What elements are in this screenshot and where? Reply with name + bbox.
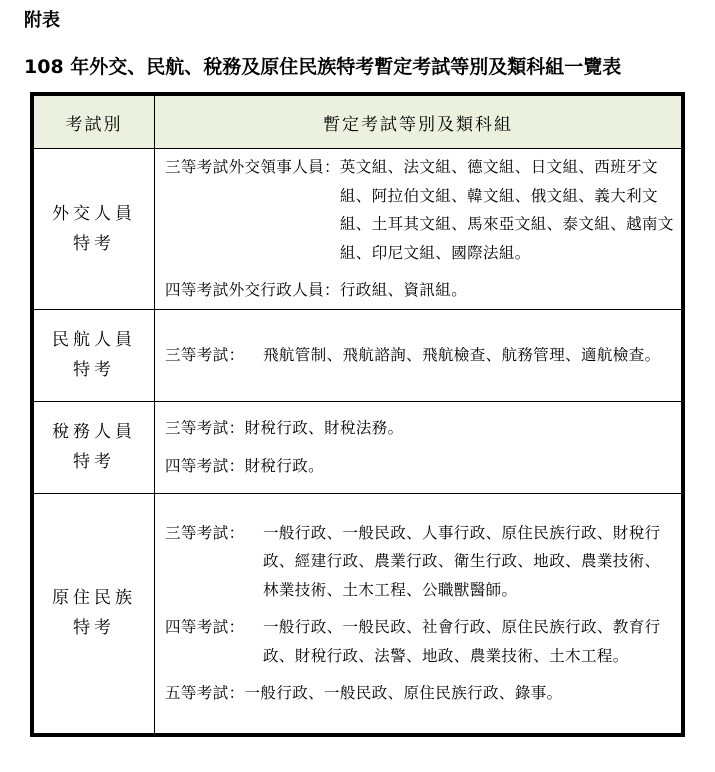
exam-entry [165, 613, 675, 670]
exam-entry [165, 679, 675, 708]
exam-subjects: 一般行政、一般民政、社會行政、原住民族行政、教育行政、財稅行政、法警、地政、農業技術、土木工程。 [263, 618, 661, 665]
category-cell [34, 149, 155, 310]
exam-entry [165, 519, 675, 605]
exam-entry [165, 414, 675, 443]
category-line: 原住民族 [52, 588, 136, 609]
detail-cell [155, 149, 682, 310]
exam-subjects: 財稅行政。 [244, 456, 325, 475]
category-line: 特考 [73, 233, 115, 254]
exam-level-label: 四等考試： [165, 456, 245, 475]
exam-level-label: 三等考試： [165, 345, 245, 364]
detail-cell [155, 401, 682, 493]
exam-entry [165, 153, 675, 267]
category-line: 外交人員 [52, 203, 136, 224]
table-row [34, 149, 682, 310]
category-cell [34, 493, 155, 734]
detail-cell [155, 309, 682, 401]
exam-table-frame [30, 92, 685, 737]
exam-subjects: 財稅行政、財稅法務。 [244, 419, 404, 437]
table-header-row [34, 96, 682, 149]
exam-level-label: 五等考試： [165, 684, 245, 703]
exam-level-label: 三等考試： [165, 523, 245, 542]
category-line: 特考 [73, 618, 115, 639]
category-line: 特考 [73, 360, 115, 380]
exam-level-label: 四等考試外交行政人員： [165, 281, 340, 299]
category-line: 民航人員 [52, 330, 136, 350]
exam-entry [165, 452, 675, 481]
category-line: 稅務人員 [52, 422, 136, 442]
detail-cell [155, 493, 682, 734]
table-row [34, 309, 682, 401]
document-title: 108 年外交、民航、稅務及原住民族特考暫定考試等別及類科組一覽表 [24, 56, 622, 78]
category-cell [34, 401, 155, 493]
table-row [34, 493, 682, 734]
category-cell [34, 309, 155, 401]
exam-level-label: 三等考試： [165, 419, 245, 437]
exam-subjects: 一般行政、一般民政、原住民族行政、錄事。 [244, 684, 563, 703]
exam-subjects: 行政組、資訊組。 [339, 281, 468, 299]
appendix-label: 附表 [24, 10, 60, 31]
header-exam-levels: 暫定考試等別及類科組 [155, 96, 682, 149]
exam-subjects: 飛航管制、飛航諮詢、飛航檢查、航務管理、適航檢查。 [263, 345, 661, 364]
exam-level-label: 四等考試： [165, 618, 245, 637]
exam-entry [165, 341, 675, 370]
exam-table [33, 95, 682, 734]
header-exam-type: 考試別 [34, 96, 155, 149]
category-line: 特考 [73, 452, 115, 472]
exam-subjects: 一般行政、一般民政、人事行政、原住民族行政、財稅行政、經建行政、農業行政、衛生行政、地政、農業技術、林業技術、土木工程、公職獸醫師。 [263, 523, 661, 599]
table-row [34, 401, 682, 493]
exam-level-label: 三等考試外交領事人員： [165, 158, 340, 176]
exam-subjects: 英文組、法文組、德文組、日文組、西班牙文組、阿拉伯文組、韓文組、俄文組、義大利文組、土耳其文組、馬來亞文組、泰文組、越南文組、印尼文組、國際法組。 [339, 158, 674, 262]
exam-entry [165, 276, 675, 305]
